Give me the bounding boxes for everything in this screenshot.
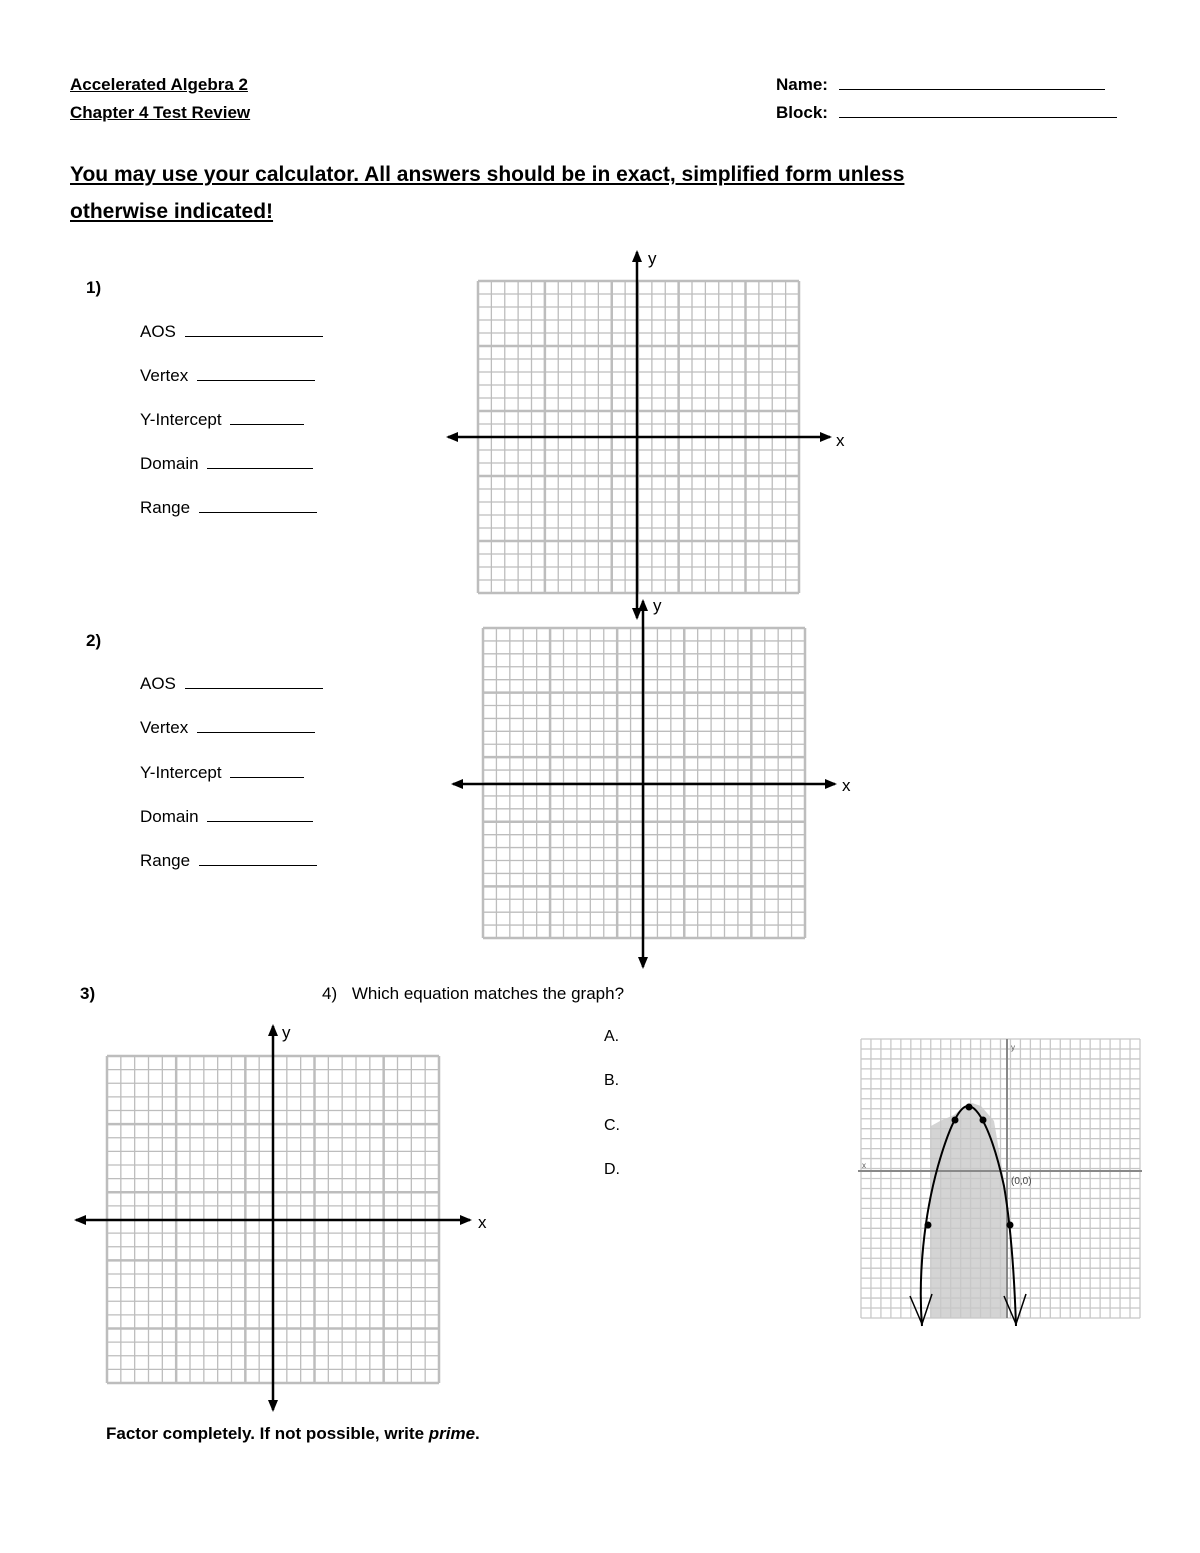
q4-point-right-lower xyxy=(1007,1222,1014,1229)
graph-1[interactable] xyxy=(440,248,860,628)
q1-domain-field xyxy=(140,454,313,474)
graph-3-y-arrow-top xyxy=(268,1024,278,1036)
q4-point-right-upper xyxy=(980,1117,987,1124)
q4-x-label: x xyxy=(862,1161,866,1170)
q1-yintercept-label: Y-Intercept xyxy=(140,410,222,429)
q1-range-label: Range xyxy=(140,498,191,517)
graph-2-y-arrow-top xyxy=(638,599,648,611)
q4-parabola-graph xyxy=(858,1036,1144,1328)
graph-2-x-label: x xyxy=(842,776,851,795)
question-3-number: 3) xyxy=(80,984,96,1003)
graph-1-x-arrow-left xyxy=(446,432,458,442)
q2-domain-label: Domain xyxy=(140,807,199,826)
q4-shaded-region xyxy=(931,1103,1007,1318)
graph-1-y-label: y xyxy=(648,249,657,268)
graph-1-y-arrow-top xyxy=(632,250,642,262)
q1-vertex-field xyxy=(140,366,315,386)
block-blank[interactable] xyxy=(839,117,1117,118)
q2-aos-blank[interactable] xyxy=(185,688,323,689)
name-row xyxy=(776,75,1105,95)
block-row xyxy=(776,103,1117,123)
graph-2-x-arrow-right xyxy=(825,779,837,789)
graph-2[interactable] xyxy=(445,595,865,975)
choice-c[interactable]: C. xyxy=(604,1117,620,1134)
question-4-text: Which equation matches the graph? xyxy=(351,984,625,1003)
q1-aos-field xyxy=(140,322,323,342)
name-blank[interactable] xyxy=(839,89,1105,90)
q4-grid xyxy=(861,1039,1140,1318)
q1-domain-label: Domain xyxy=(140,454,199,473)
factor-instructions-prefix: Factor completely. If not possible, write xyxy=(106,1424,429,1443)
choice-d[interactable]: D. xyxy=(604,1161,620,1178)
name-label: Name: xyxy=(776,75,828,94)
q1-vertex-label: Vertex xyxy=(140,366,189,385)
graph-3-x-arrow-left xyxy=(74,1215,86,1225)
q1-yintercept-blank[interactable] xyxy=(230,424,304,425)
instructions-line-1: You may use your calculator. All answers should be in exact, simplified form unless xyxy=(70,163,905,186)
q4-point-left-upper xyxy=(952,1117,959,1124)
q2-domain-blank[interactable] xyxy=(207,821,313,822)
question-4-prompt xyxy=(322,984,624,1004)
graph-3-x-label: x xyxy=(478,1213,487,1232)
q2-vertex-field xyxy=(140,718,315,738)
q1-range-blank[interactable] xyxy=(199,512,317,513)
question-2-number: 2) xyxy=(86,631,102,650)
q2-aos-label: AOS xyxy=(140,674,176,693)
graph-3-y-arrow-bottom xyxy=(268,1400,278,1412)
q1-range-field xyxy=(140,498,317,518)
q1-yintercept-field xyxy=(140,410,304,430)
graph-3[interactable] xyxy=(70,1020,490,1420)
factor-instructions-emph: prime xyxy=(428,1424,476,1443)
factor-instructions xyxy=(106,1424,480,1444)
q1-domain-blank[interactable] xyxy=(207,468,313,469)
instructions xyxy=(70,156,904,230)
factor-instructions-suffix: . xyxy=(475,1424,480,1443)
q2-yintercept-blank[interactable] xyxy=(230,777,304,778)
q4-vertex-label: (0,0) xyxy=(1011,1176,1032,1187)
graph-3-x-arrow-right xyxy=(460,1215,472,1225)
block-label: Block: xyxy=(776,103,828,122)
graph-1-x-label: x xyxy=(836,431,845,450)
graph-2-x-arrow-left xyxy=(451,779,463,789)
q2-range-field xyxy=(140,851,317,871)
q4-point-left-lower xyxy=(925,1222,932,1229)
choice-b[interactable]: B. xyxy=(604,1072,620,1089)
q2-yintercept-label: Y-Intercept xyxy=(140,763,222,782)
q2-yintercept-field xyxy=(140,763,304,783)
q2-vertex-label: Vertex xyxy=(140,718,189,737)
graph-2-y-arrow-bottom xyxy=(638,957,648,969)
choice-a[interactable]: A. xyxy=(604,1028,620,1045)
graph-3-y-label: y xyxy=(282,1023,291,1042)
course-title: Accelerated Algebra 2 xyxy=(70,75,248,94)
q2-range-blank[interactable] xyxy=(199,865,317,866)
q2-range-label: Range xyxy=(140,851,191,870)
chapter-title: Chapter 4 Test Review xyxy=(70,103,251,122)
q2-domain-field xyxy=(140,807,313,827)
q4-y-label: y xyxy=(1011,1043,1015,1052)
q1-aos-blank[interactable] xyxy=(185,336,323,337)
q4-point-vertex xyxy=(966,1104,973,1111)
graph-2-y-label: y xyxy=(653,596,662,615)
q1-vertex-blank[interactable] xyxy=(197,380,315,381)
q2-aos-field xyxy=(140,674,323,694)
instructions-line-2: otherwise indicated! xyxy=(70,200,274,223)
graph-1-x-arrow-right xyxy=(820,432,832,442)
question-1-number: 1) xyxy=(86,278,102,297)
q2-vertex-blank[interactable] xyxy=(197,732,315,733)
q1-aos-label: AOS xyxy=(140,322,176,341)
question-4-number: 4) xyxy=(322,984,338,1003)
